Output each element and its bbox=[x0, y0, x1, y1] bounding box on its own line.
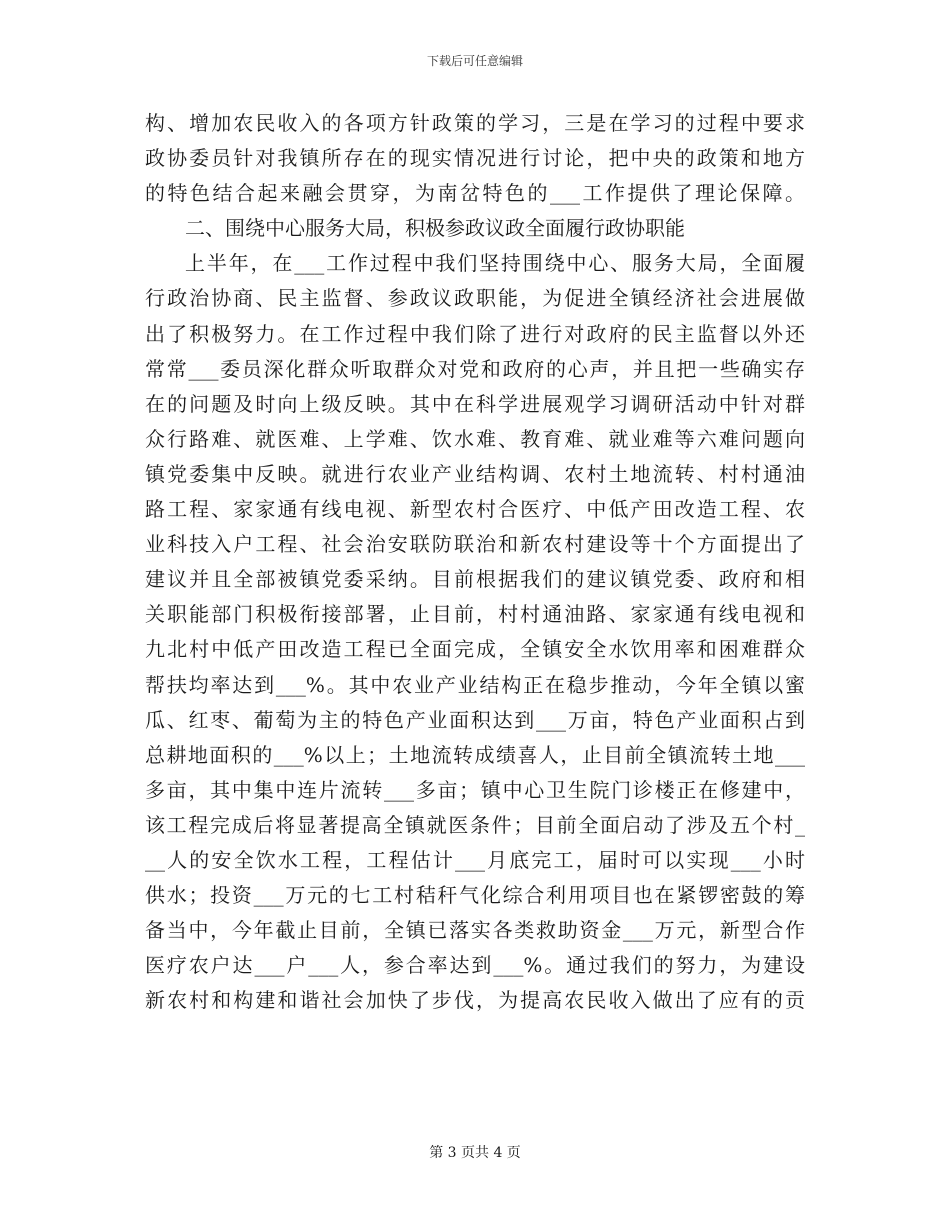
body-line: 行政治协商、民主监督、参政议政职能，为促进全镇经济社会进展做 bbox=[145, 286, 805, 311]
body-line: 在的问题及时向上级反映。其中在科学进展观学习调研活动中针对群 bbox=[145, 391, 805, 416]
paragraph-first-line: 上半年，在___工作过程中我们坚持围绕中心、服务大局，全面履 bbox=[185, 251, 805, 276]
body-line: 总耕地面积的___%以上；土地流转成绩喜人，止目前全镇流转土地___ bbox=[145, 742, 805, 767]
body-line: 供水；投资___万元的七工村秸秆气化综合利用项目也在紧锣密鼓的筹 bbox=[145, 883, 805, 908]
body-line: 多亩，其中集中连片流转___多亩；镇中心卫生院门诊楼正在修建中， bbox=[145, 777, 805, 802]
body-line: 镇党委集中反映。就进行农业产业结构调、农村土地流转、村村通油 bbox=[145, 461, 805, 486]
body-line: 众行路难、就医难、上学难、饮水难、教育难、就业难等六难问题向 bbox=[145, 426, 805, 451]
body-line: 的特色结合起来融会贯穿，为南岔特色的___工作提供了理论保障。 bbox=[145, 181, 805, 206]
page-header: 下载后可任意编辑 bbox=[426, 54, 523, 68]
section-heading: 二、围绕中心服务大局，积极参政议政全面履行政协职能 bbox=[185, 216, 685, 241]
body-line: 关职能部门积极衔接部署，止目前，村村通油路、家家通有线电视和 bbox=[145, 602, 805, 627]
body-line: 常常___委员深化群众听取群众对党和政府的心声，并且把一些确实存 bbox=[145, 356, 805, 381]
document-body bbox=[145, 106, 805, 1018]
page-number: 第 3 页共 4 页 bbox=[429, 1145, 521, 1161]
body-line: 医疗农户达___户___人，参合率达到___%。通过我们的努力，为建设 bbox=[145, 953, 805, 978]
body-line: 政协委员针对我镇所存在的现实情况进行讨论，把中央的政策和地方 bbox=[145, 146, 805, 171]
body-line: 帮扶均率达到___%。其中农业产业结构正在稳步推动，今年全镇以蜜 bbox=[145, 672, 805, 697]
body-line: __人的安全饮水工程，工程估计___月底完工，届时可以实现___小时 bbox=[145, 847, 805, 872]
body-line: 瓜、红枣、葡萄为主的特色产业面积达到___万亩，特色产业面积占到 bbox=[145, 707, 805, 732]
body-line: 九北村中低产田改造工程已全面完成，全镇安全水饮用率和困难群众 bbox=[145, 637, 805, 662]
body-line: 路工程、家家通有线电视、新型农村合医疗、中低产田改造工程、农 bbox=[145, 497, 805, 522]
body-line: 构、增加农民收入的各项方针政策的学习，三是在学习的过程中要求 bbox=[145, 111, 805, 135]
body-line: 新农村和构建和谐社会加快了步伐，为提高农民收入做出了应有的贡 bbox=[145, 988, 805, 1013]
body-line: 该工程完成后将显著提高全镇就医条件；目前全面启动了涉及五个村_ bbox=[145, 812, 805, 837]
body-line: 建议并且全部被镇党委采纳。目前根据我们的建议镇党委、政府和相 bbox=[145, 567, 805, 592]
body-line: 业科技入户工程、社会治安联防联治和新农村建设等十个方面提出了 bbox=[145, 532, 805, 557]
body-line: 备当中，今年截止目前，全镇已落实各类救助资金___万元，新型合作 bbox=[145, 918, 805, 943]
body-line: 出了积极努力。在工作过程中我们除了进行对政府的民主监督以外还 bbox=[145, 321, 805, 346]
